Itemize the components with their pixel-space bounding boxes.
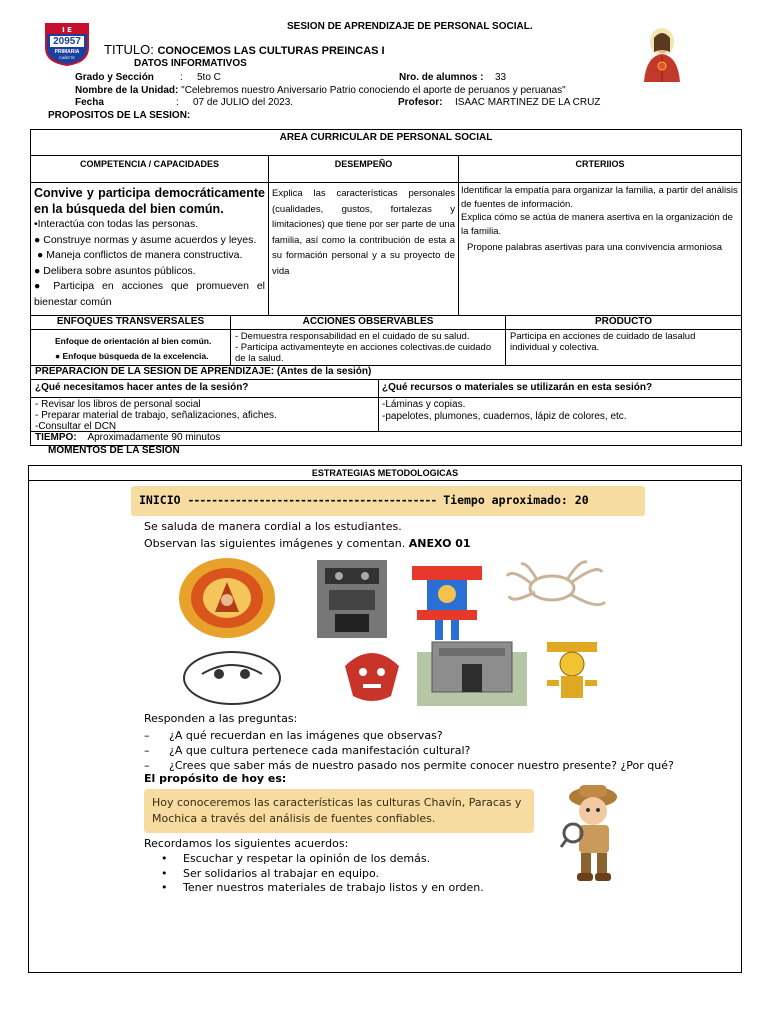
explorer-kid-image (557, 781, 637, 886)
profesor-label: Profesor: (398, 97, 443, 108)
enfoques-table (30, 316, 742, 366)
inicio-banner (131, 486, 645, 516)
sacred-heart-image (640, 26, 684, 82)
anexo-label: ANEXO 01 (408, 537, 471, 550)
materials-cell (379, 398, 741, 432)
desempeno-text: Explica las características personales (cualidades, gustos, fortalezas y limitaciones) que tiene por ser parte de una familia, así como la contribución de esta a su formación personal y a su proyecto de vida (269, 183, 459, 315)
school-level: PRIMARIA (54, 49, 80, 55)
capacidades-list (34, 217, 265, 310)
grado-label: Grado y Sección (75, 72, 154, 83)
school-number: 20957 (53, 36, 81, 47)
red-mask-image (345, 653, 399, 701)
inicio-dashes: ------------------------------------------ (187, 493, 437, 507)
propositos-label: PROPOSITOS DE LA SESION: (48, 110, 191, 121)
inicio-label: INICIO (139, 493, 181, 507)
col-criterios: CRTERIIOS (459, 156, 741, 183)
criterio-item: Propone palabras asertivas para una convivencia armoniosa (467, 241, 723, 253)
preparacion-table (30, 366, 742, 446)
school-place: CAÑETE (58, 55, 76, 60)
mochica-warrior-image (412, 566, 482, 640)
capacidad-item: •Interactúa con todas las personas. (34, 218, 199, 230)
fecha-label: Fecha (75, 97, 104, 108)
producto-header: PRODUCTO (506, 316, 741, 330)
enfoque-item: ● Enfoque búsqueda de la excelencia. (55, 351, 209, 361)
pregunta-item: ¿Crees que saber más de nuestro pasado nos permite conocer nuestro presente? ¿Por qué? (169, 759, 674, 772)
responden-text: Responden a las preguntas: (144, 712, 298, 725)
pregunta-item: ¿A qué recuerdan en las imágenes que observas? (169, 729, 443, 742)
enfoque-item: Enfoque de orientación al bien común. (55, 336, 212, 346)
fecha-value: 07 de JULIO del 2023. (193, 97, 294, 108)
competencia-text: Convive y participa democráticamente en la búsqueda del bien común. (34, 186, 265, 216)
competencia-cell (31, 183, 269, 315)
question-materials: ¿Qué recursos o materiales se utilizarán en esta sesión? (379, 380, 741, 398)
area-header: AREA CURRICULAR DE PERSONAL SOCIAL (31, 130, 741, 156)
title-value: CONOCEMOS LAS CULTURAS PREINCAS I (157, 45, 385, 57)
school-logo (44, 22, 90, 66)
capacidad-item: ● Maneja conflictos de manera constructiva. (37, 249, 243, 261)
title-label: TITULO: (104, 42, 154, 57)
capacidad-item: ● Construye normas y asume acuerdos y leyes. (34, 233, 257, 246)
momentos-label: MOMENTOS DE LA SESION (48, 445, 180, 456)
before-item: -Consultar el DCN (35, 421, 117, 432)
col-desempeno: DESEMPEÑO (269, 156, 459, 183)
before-item: - Preparar material de trabajo, señalizaciones, afiches. (35, 410, 277, 421)
tiempo-value: Aproximadamente 90 minutos (87, 432, 221, 443)
unidad-value: "Celebremos nuestro Aniversario Patrio conociendo el aporte de peruanos y peruanas" (181, 85, 566, 96)
profesor-value: ISAAC MARTINEZ DE LA CRUZ (455, 97, 601, 108)
saluda-text: Se saluda de manera cordial a los estudiantes. (144, 520, 402, 533)
inicio-time: Tiempo aproximado: 20 (443, 493, 589, 507)
proposito-box: Hoy conoceremos las características las culturas Chavín, Paracas y Mochica a través del análisis de fuentes confiables. (144, 789, 534, 833)
alumnos-label: Nro. de alumnos : (399, 72, 484, 83)
acciones-cell (231, 330, 506, 365)
criterio-item: Identificar la empatía para organizar la familia, a partir del análisis de fuentes de información. (461, 185, 738, 210)
criterios-cell (459, 183, 741, 315)
capacidad-item: ● Delibera sobre asuntos públicos. (34, 264, 196, 277)
svg-text:I E: I E (62, 26, 72, 34)
nazca-spider-image (507, 562, 605, 605)
gold-figure-image (547, 642, 597, 698)
observan-text: Observan las siguientes imágenes y comentan. (144, 537, 406, 550)
pregunta-item: ¿A que cultura pertenece cada manifestación cultural? (169, 744, 471, 757)
stone-gateway-image (417, 642, 527, 706)
question-before: ¿Qué necesitamos hacer antes de la sesión? (31, 380, 379, 398)
producto-text: Participa en acciones de cuidado de lasalud individual y colectiva. (510, 331, 696, 353)
acuerdo-item: Ser solidarios al trabajar en equipo. (183, 866, 380, 880)
acciones-header: ACCIONES OBSERVABLES (231, 316, 506, 330)
chavin-stone-image (317, 560, 387, 638)
enfoques-header: ENFOQUES TRANSVERSALES (31, 316, 231, 330)
culture-images-collage (177, 556, 627, 706)
material-item: -papelotes, plumones, cuadernos, lápiz de colores, etc. (382, 411, 627, 422)
strategies-box (28, 465, 742, 973)
acuerdos-list: • Escuchar y respetar la opinión de los demás. • Ser solidarios al trabajar en equipo. • Tener nuestros materiales de trabajo listos y en orden. (161, 852, 484, 894)
paracas-textile-image (179, 558, 275, 638)
datos-informativos: DATOS INFORMATIVOS (134, 58, 247, 69)
enfoques-cell (31, 330, 231, 365)
acuerdo-item: Escuchar y respetar la opinión de los demás. (183, 852, 431, 865)
unidad-label: Nombre de la Unidad: (75, 85, 179, 96)
before-cell (31, 398, 379, 432)
before-item: - Revisar los libros de personal social (35, 399, 201, 410)
grado-value: 5to C (197, 72, 221, 83)
capacidad-item: ● Participa en acciones que promueven el bienestar común (34, 280, 265, 308)
acuerdo-item: Tener nuestros materiales de trabajo listos y en orden. (183, 881, 484, 894)
strategies-header: ESTRATEGIAS METODOLOGICAS (29, 466, 741, 481)
doc-title: SESION DE APRENDIZAJE DE PERSONAL SOCIAL. (287, 21, 533, 32)
accion-item: - Participa activamenteyte en acciones colectivas.de cuidado de la salud. (235, 342, 492, 364)
material-item: -Láminas y copias. (382, 399, 466, 410)
accion-item: - Demuestra responsabilidad en el cuidado de su salud. (235, 331, 470, 342)
tiempo-label: TIEMPO: (35, 432, 77, 443)
alumnos-value: 33 (495, 72, 507, 83)
recordamos-text: Recordamos los siguientes acuerdos: (144, 837, 349, 850)
prep-header: PREPARACION DE LA SESION DE APRENDIZAJE: (Antes de la sesión) (31, 366, 741, 380)
col-competencia: COMPETENCIA / CAPACIDADES (31, 156, 269, 183)
criterio-item: Explica cómo se actúa de manera asertiva en la organización de la familia. (461, 212, 733, 238)
proposito-label: El propósito de hoy es: (144, 772, 287, 785)
preguntas-list: – ¿A qué recuerdan en las imágenes que observas? – ¿A que cultura pertenece cada manifestación cultural? – ¿Crees que saber más de nuestro pasado nos permite conocer nuestro presente? ¿Por qué? (144, 729, 674, 772)
ceramic-head-image (184, 652, 280, 704)
competencias-table (30, 129, 742, 316)
